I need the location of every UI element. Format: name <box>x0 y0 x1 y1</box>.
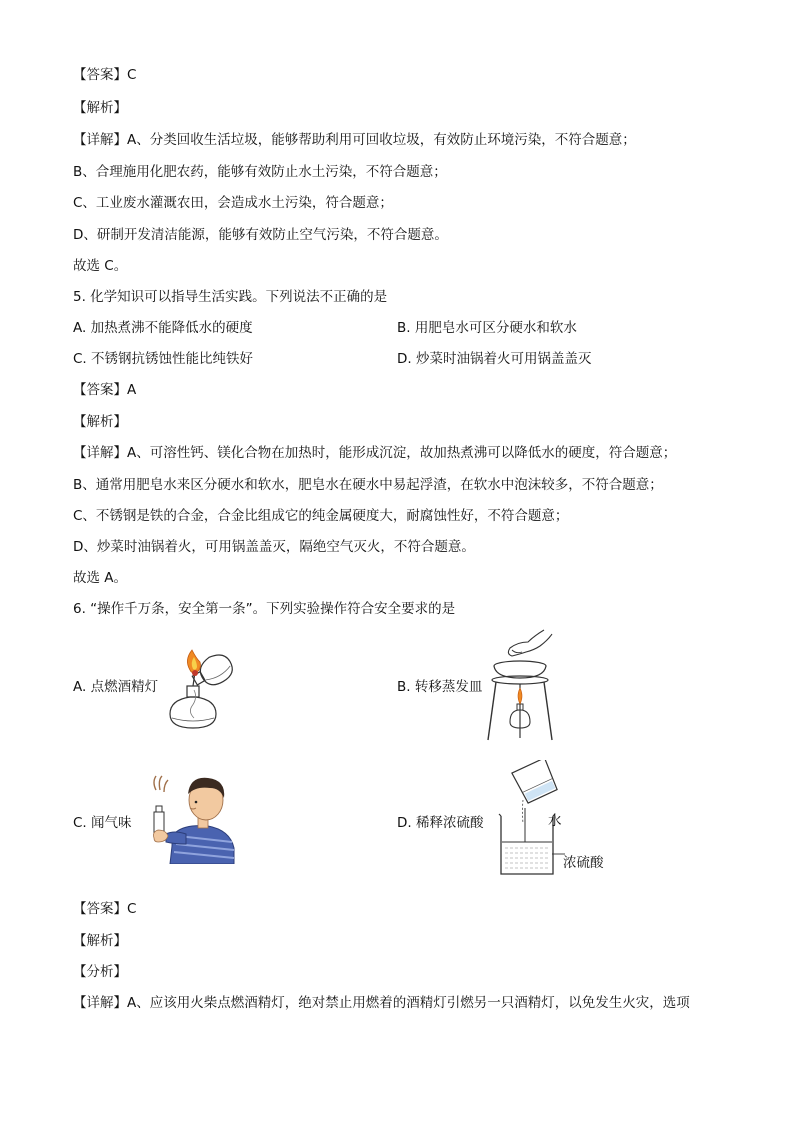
q4-detail-d: D、研制开发清洁能源，能够有效防止空气污染，不符合题意。 <box>73 227 448 243</box>
q6-stem: 6. “操作千万条，安全第一条”。下列实验操作符合安全要求的是 <box>73 601 456 617</box>
acid-label: 浓硫酸 <box>563 855 604 871</box>
q4-analysis-heading: 【解析】 <box>73 100 127 116</box>
q5-option-a: A. 加热煮沸不能降低水的硬度 <box>73 320 253 336</box>
water-label: 水 <box>548 813 562 829</box>
q4-detail-c: C、工业废水灌溉农田，会造成水土污染，符合题意； <box>73 195 393 211</box>
smelling-gas-figure <box>146 772 236 864</box>
q5-analysis-heading: 【解析】 <box>73 414 127 430</box>
q6-option-b: B. 转移蒸发皿 <box>397 679 483 695</box>
q6-fenxi-heading: 【分析】 <box>73 964 127 980</box>
q4-answer: 【答案】C <box>73 67 137 83</box>
q5-option-d: D. 炒菜时油锅着火可用锅盖盖灭 <box>397 351 592 367</box>
q5-detail-a: 【详解】A、可溶性钙、镁化合物在加热时，能形成沉淀，故加热煮沸可以降低水的硬度，符合题意； <box>73 445 677 461</box>
q6-option-a: A. 点燃酒精灯 <box>73 679 159 695</box>
q5-stem: 5. 化学知识可以指导生活实践。下列说法不正确的是 <box>73 289 388 305</box>
q6-option-d: D. 稀释浓硫酸 <box>397 815 484 831</box>
evaporating-dish-figure <box>482 626 564 744</box>
q6-analysis-heading: 【解析】 <box>73 933 127 949</box>
q6-detail-a: 【详解】A、应该用火柴点燃酒精灯，绝对禁止用燃着的酒精灯引燃另一只酒精灯，以免发生火灾，选项 <box>73 995 690 1011</box>
q6-option-c: C. 闻气味 <box>73 815 132 831</box>
q6-answer: 【答案】C <box>73 901 137 917</box>
q4-detail-a: 【详解】A、分类回收生活垃圾，能够帮助利用可回收垃圾，有效防止环境污染，不符合题意； <box>73 132 636 148</box>
q5-answer: 【答案】A <box>73 382 137 398</box>
alcohol-lamp-figure <box>162 642 248 738</box>
q5-option-c: C. 不锈钢抗锈蚀性能比纯铁好 <box>73 351 254 367</box>
q5-detail-d: D、炒菜时油锅着火，可用锅盖盖灭，隔绝空气灭火，不符合题意。 <box>73 539 475 555</box>
q5-option-b: B. 用肥皂水可区分硬水和软水 <box>397 320 577 336</box>
q5-detail-b: B、通常用肥皂水来区分硬水和软水，肥皂水在硬水中易起浮渣，在软水中泡沫较多，不符合题意； <box>73 477 663 493</box>
q5-choice: 故选 A。 <box>73 570 128 586</box>
q4-choice: 故选 C。 <box>73 258 128 274</box>
q5-detail-c: C、不锈钢是铁的合金，合金比组成它的纯金属硬度大，耐腐蚀性好，不符合题意； <box>73 508 569 524</box>
q4-detail-b: B、合理施用化肥农药，能够有效防止水土污染，不符合题意； <box>73 164 447 180</box>
